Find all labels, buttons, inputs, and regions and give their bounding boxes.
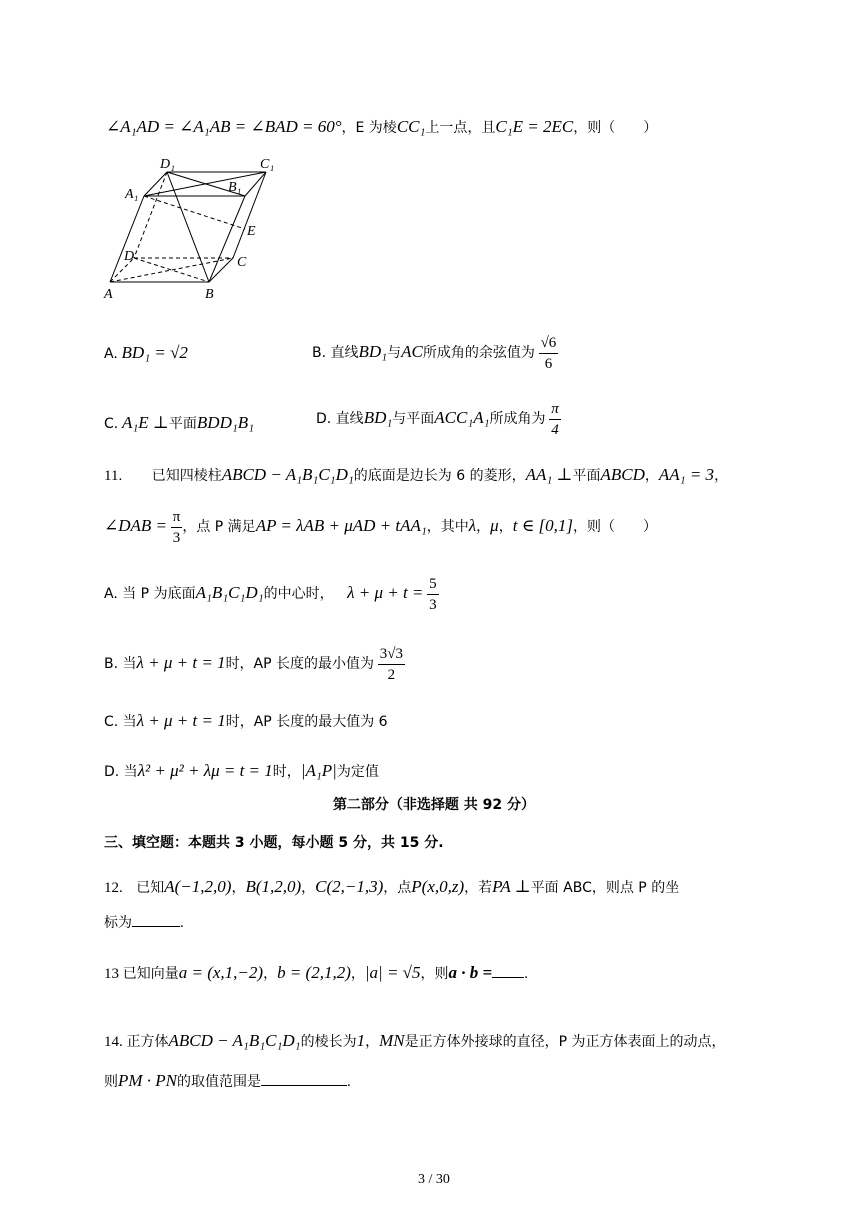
q13-text: ， <box>350 966 365 982</box>
q11-t-range: t ∈ [0,1] <box>512 516 574 535</box>
q10-angle-condition: ∠A₁AD = ∠A₁AB = ∠BAD = 60° <box>106 117 342 136</box>
q14-text: 正方体 <box>126 1034 169 1050</box>
q11-line1 <box>104 464 728 487</box>
option-d-fraction <box>549 399 561 440</box>
option-label: B. 当 <box>104 656 137 672</box>
q11-text: ， <box>644 468 659 484</box>
q12-text: ，若 <box>464 880 493 896</box>
q12-text: 标为 <box>104 915 132 931</box>
q13-answer-blank[interactable] <box>492 963 524 978</box>
q10-option-a <box>104 342 188 365</box>
option-text: 的中心时， <box>263 586 334 602</box>
q12-text: 已知 <box>136 880 165 896</box>
option-text: 为定值 <box>336 764 379 780</box>
q13-vector-a: a = (x,1,−2) <box>178 963 264 982</box>
diag-db-hidden <box>134 258 209 282</box>
q12-point-b: B(1,2,0) <box>245 877 302 896</box>
option-a-math: A₁B₁C₁D₁ <box>195 583 264 602</box>
option-text: 平面 <box>168 416 197 432</box>
q11-height: AA₁ = 3 <box>658 465 715 484</box>
q12-line1 <box>104 876 679 899</box>
option-text: 所成角的余弦值为 <box>422 345 535 361</box>
q14-diameter: MN <box>379 1031 405 1050</box>
q11-mu: μ <box>490 516 499 535</box>
q12-text: ，点 <box>383 880 412 896</box>
q14-text: 的取值范围是 <box>177 1074 262 1090</box>
option-c-math: λ + μ + t = 1 <box>136 711 226 730</box>
page-number: 3 / 30 <box>418 1172 450 1187</box>
q11-text: ，点 P 满足 <box>182 519 256 535</box>
fraction-numerator: 3√3 <box>378 644 405 665</box>
q10-text: ，则（ ） <box>573 120 658 136</box>
line-a1e-hidden <box>144 196 245 229</box>
q12-point-a: A(−1,2,0) <box>164 877 232 896</box>
q14-text: 是正方体外接球的直径，P 为正方体表面上的动点， <box>404 1034 726 1050</box>
option-b-math: BD₁ <box>358 342 388 361</box>
option-label: A. 当 P 为底面 <box>104 586 196 602</box>
q14-text: 的棱长为 <box>300 1034 357 1050</box>
option-text: 所成角为 <box>489 411 546 427</box>
q12-text: ， <box>231 880 246 896</box>
q11-text: ，其中 <box>426 519 469 535</box>
q12-line2 <box>104 912 184 934</box>
option-b-fraction <box>378 644 405 685</box>
question-number: 14. <box>104 1034 123 1050</box>
label-b1: B₁ <box>228 180 242 195</box>
q12-text: . <box>180 915 184 931</box>
edge-a1a <box>110 196 144 282</box>
option-text: 时，AP 长度的最小值为 <box>225 656 375 672</box>
q13-line <box>104 962 528 985</box>
q10-option-d <box>316 392 561 445</box>
q11-angle: ∠DAB = <box>104 516 168 535</box>
option-label: C. 当 <box>104 714 137 730</box>
part2-title: 第二部分（非选择题 共 92 分） <box>332 797 536 813</box>
q10-edge: CC₁ <box>396 117 426 136</box>
fraction-numerator: π <box>549 399 561 420</box>
q11-option-d <box>104 760 379 783</box>
fraction-denominator: 3 <box>172 530 181 547</box>
question-number: 13 <box>104 966 119 982</box>
option-d-math: λ² + μ² + λμ = t = 1 <box>137 761 273 780</box>
label-c1: C₁ <box>260 157 275 172</box>
q14-dot-product: PM · PN <box>118 1071 178 1090</box>
q11-text: 平面 <box>572 468 601 484</box>
q10-option-b <box>312 326 558 379</box>
q11-text: ， <box>476 519 491 535</box>
option-b-fraction <box>539 333 559 374</box>
option-text: 时，AP 长度的最大值为 6 <box>225 714 388 730</box>
question-number: 11. <box>104 468 123 484</box>
q14-text: . <box>347 1074 351 1090</box>
option-a-math: BD₁ = √2 <box>121 343 188 362</box>
q12-point-c: C(2,−1,3) <box>315 877 384 896</box>
option-text: 与 <box>387 345 402 361</box>
q12-text: 平面 ABC，则点 P 的坐 <box>530 880 680 896</box>
q11-option-c <box>104 710 388 733</box>
option-d-math: BD₁ <box>363 408 393 427</box>
label-d1: D₁ <box>160 157 175 172</box>
option-label: D. 当 <box>104 764 138 780</box>
diag-d1b <box>167 172 209 282</box>
q14-edge-length: 1 <box>356 1031 366 1050</box>
option-text: 与平面 <box>392 411 435 427</box>
q13-vector-b: b = (2,1,2) <box>277 963 351 982</box>
q12-point-p: P(x,0,z) <box>411 877 465 896</box>
q12-text: ， <box>301 880 316 896</box>
q11-prism: ABCD − A₁B₁C₁D₁ <box>221 465 354 484</box>
q11-text: 已知四棱柱 <box>151 468 222 484</box>
option-label: D. 直线 <box>316 411 364 427</box>
q13-text: . <box>524 966 528 982</box>
option-d-math: ACC₁A₁ <box>434 408 490 427</box>
q11-text: ，则（ ） <box>573 519 658 535</box>
label-c: C <box>237 255 247 270</box>
q11-lambda: λ <box>468 516 477 535</box>
option-label: B. 直线 <box>312 345 359 361</box>
edge-bc <box>209 258 233 282</box>
option-text: 时， <box>272 764 301 780</box>
q14-line2 <box>104 1070 351 1093</box>
q11-text: 的底面是边长为 6 的菱形， <box>353 468 526 484</box>
q13-text: 已知向量 <box>122 966 179 982</box>
q11-vector-eq: AP = λAB + μAD + tAA₁ <box>255 516 427 535</box>
label-d: D <box>124 249 135 264</box>
q10-continuation-line <box>106 116 657 139</box>
option-c-math: A₁E ⊥ <box>121 413 169 432</box>
label-e: E <box>247 224 256 239</box>
q11-angle-fraction <box>171 507 183 548</box>
q10-option-c <box>104 412 254 435</box>
option-d-math: |A₁P| <box>300 761 337 780</box>
q11-perp: AA₁ ⊥ <box>525 465 573 484</box>
edge-d1d-hidden <box>134 172 167 258</box>
q11-option-b <box>104 640 405 687</box>
label-a1: A₁ <box>125 187 139 202</box>
section3-title: 三、填空题：本题共 3 小题，每小题 5 分，共 15 分. <box>104 835 444 851</box>
fraction-denominator: 3 <box>429 597 437 614</box>
q13-text: ，则 <box>420 966 449 982</box>
parallelepiped-figure <box>100 152 285 307</box>
q12-answer-blank[interactable] <box>132 912 180 927</box>
option-a-math: λ + μ + t = <box>347 583 424 602</box>
fraction-numerator: π <box>171 507 183 528</box>
q11-option-a <box>104 570 439 617</box>
q14-text: ， <box>365 1034 380 1050</box>
q14-text: 则 <box>104 1074 118 1090</box>
q10-text: ，E 为棱 <box>341 120 397 136</box>
q12-perp: PA ⊥ <box>492 877 531 896</box>
option-b-math: AC <box>401 342 423 361</box>
q13-text: ， <box>263 966 278 982</box>
q11-text: ， <box>498 519 513 535</box>
q13-dot-product: a · b = <box>448 963 493 982</box>
q10-vector-condition: C₁E = 2EC <box>495 117 574 136</box>
fraction-denominator: 2 <box>387 667 396 684</box>
fraction-denominator: 6 <box>544 356 553 373</box>
fraction-denominator: 4 <box>551 422 559 439</box>
fraction-numerator: 5 <box>427 574 439 595</box>
q10-text: 上一点，且 <box>425 120 496 136</box>
fraction-numerator: √6 <box>539 333 559 354</box>
option-label: A. <box>104 346 118 362</box>
q14-answer-blank[interactable] <box>261 1071 347 1086</box>
q11-plane: ABCD <box>600 465 645 484</box>
q13-magnitude: |a| = √5 <box>364 963 421 982</box>
question-number: 12. <box>104 880 123 896</box>
option-a-fraction <box>427 574 439 615</box>
option-c-math: BDD₁B₁ <box>196 413 255 432</box>
option-label: C. <box>104 416 119 432</box>
q11-text: ， <box>714 468 729 484</box>
q14-cube: ABCD − A₁B₁C₁D₁ <box>168 1031 301 1050</box>
q14-line1 <box>104 1030 725 1053</box>
label-a: A <box>104 287 113 302</box>
label-b: B <box>205 287 214 302</box>
q11-line2 <box>104 504 657 549</box>
option-b-math: λ + μ + t = 1 <box>136 653 226 672</box>
